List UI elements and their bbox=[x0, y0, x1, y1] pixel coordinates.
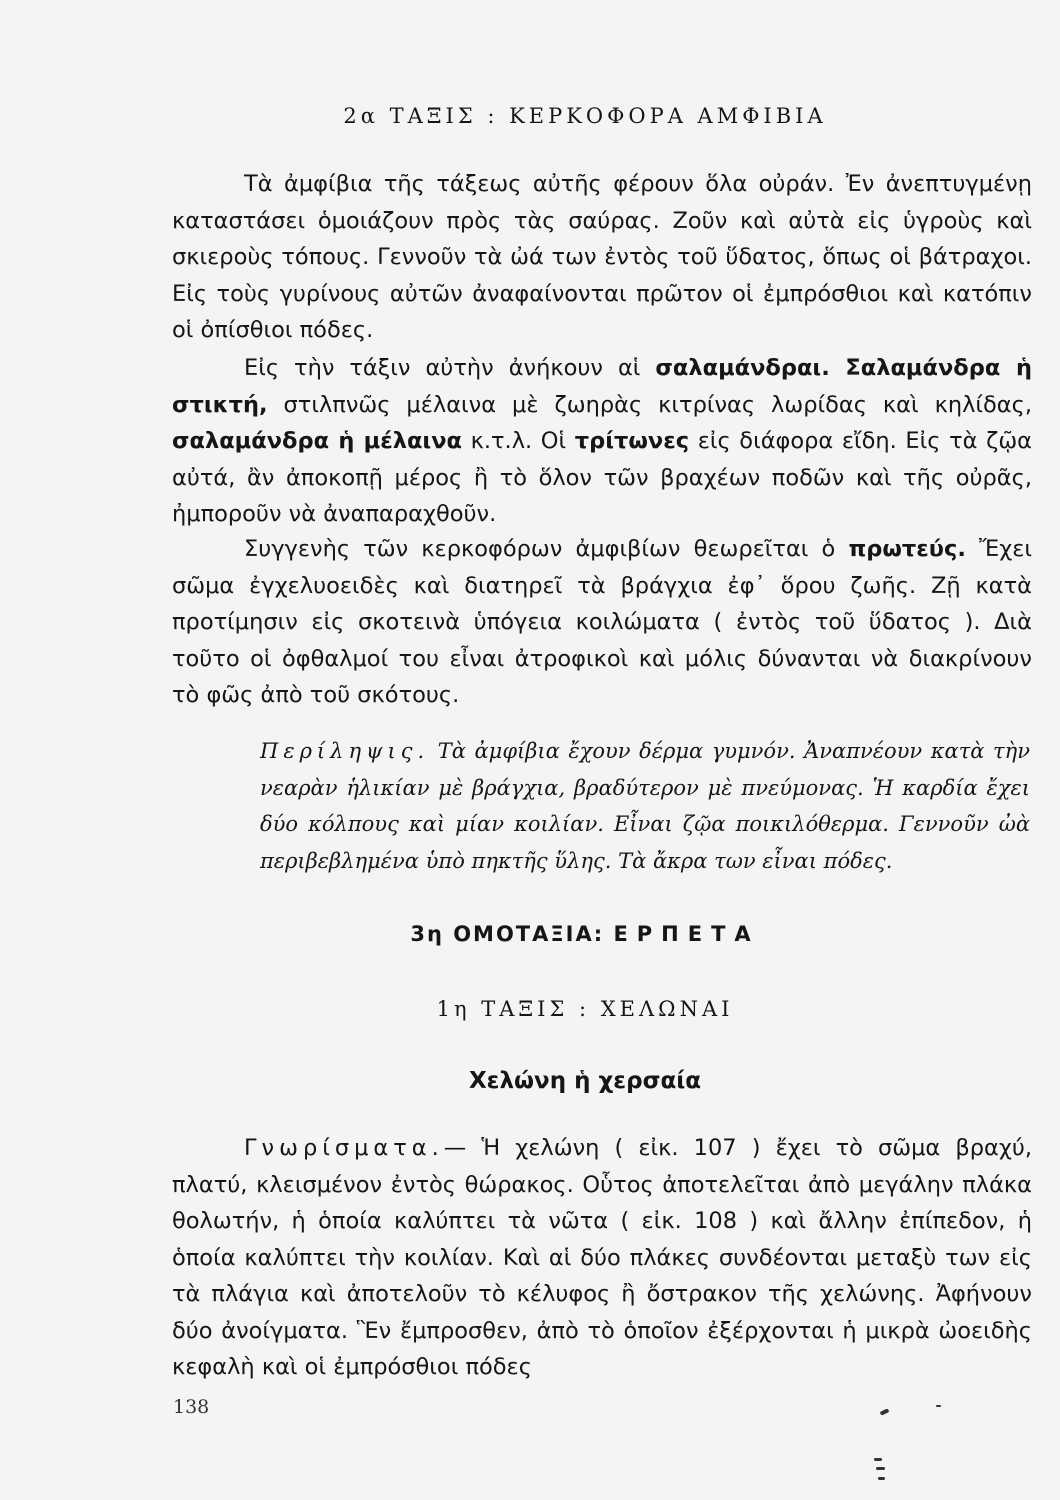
term-tritons: τρίτωνες bbox=[574, 428, 690, 454]
species-title: Χελώνη ἡ χερσαία bbox=[468, 1068, 702, 1094]
term-salamanders: σαλαμάνδραι. Σαλαμάνδρα ἡ στικτή, bbox=[172, 355, 1032, 418]
paragraph-text: Τὰ ἀμφίβια τῆς τάξεως αὐτῆς φέρουν ὅλα οὐράν. Ἐν ἀνεπτυγμένῃ καταστάσει ὁμοιάζουν πρὸς τὰς σαύρας. Ζοῦν καὶ αὐτὰ εἰς ὑγροὺς καὶ σκιεροὺς τόπους. Γεννοῦν τὰ ὠά των ἐντὸς τοῦ ὕδατος, ὅπως οἱ βάτραχοι. Εἰς τοὺς γυρίνους αὐτῶν ἀναφαίνονται πρῶτον οἱ ἐμπρόσθιοι καὶ κατόπιν οἱ ὀπίσθιοι πόδες. bbox=[172, 171, 1032, 343]
section-heading-tailed-amphibians: 2α ΤΑΞΙΣ : ΚΕΡΚΟΦΟΡΑ ΑΜΦΙΒΙΑ bbox=[343, 104, 827, 128]
paragraph-turtle-characteristics: Γνωρίσματα.— Ἡ χελώνη ( εἰκ. 107 ) ἔχει τὸ σῶμα βραχύ, πλατύ, κλεισμένον ἐντὸς θώρακος. Οὗτος ἀποτελεῖται ἀπὸ μεγάλην πλάκα θολωτήν, ἡ ὁποία καλύπτει τὰ νῶτα ( εἰκ. 108 ) καὶ ἄλλην ἐπίπεδον, ἡ ὁποία καλύπτει τὴν κοιλίαν. Καὶ αἱ δύο πλάκες συνδέονται μεταξὺ των εἰς τὰ πλάγια καὶ ἀποτελοῦν τὸ κέλυφος ἢ ὄστρακον τῆς χελώνης. Ἀφήνουν δύο ἀνοίγματα. Ἓν ἔμπροσθεν, ἀπὸ τὸ ὁποῖον ἐξέρχονται ἡ μικρὰ ὠοειδὴς κεφαλὴ καὶ οἱ ἐμπρόσθιοι πόδες bbox=[172, 1135, 1032, 1380]
scan-speck bbox=[874, 1458, 882, 1461]
characteristics-label: Γνωρίσματα. bbox=[244, 1135, 444, 1161]
page-number: 138 bbox=[173, 1396, 210, 1418]
summary-paragraph bbox=[260, 733, 1030, 879]
paragraph-tailed-amphibians-intro bbox=[172, 166, 1032, 349]
scan-speck bbox=[880, 1408, 890, 1415]
paragraph-proteus: Συγγενὴς τῶν κερκοφόρων ἀμφιβίων θεωρεῖται ὁ πρωτεύς. Ἔχει σῶμα ἐγχελυοειδὲς καὶ διατηρεῖ τὰ βράγχια ἐφ᾽ ὅρου ζωῆς. Ζῇ κατὰ προτίμησιν εἰς σκοτεινὰ ὑπόγεια κοιλώματα ( ἐντὸς τοῦ ὕδατος ). Διὰ τοῦτο οἱ ὀφθαλμοί του εἶναι ἀτροφικοὶ καὶ μόλις δύνανται νὰ διακρίνουν τὸ φῶς ἀπὸ τοῦ σκότους. bbox=[172, 536, 1032, 708]
summary-text: Τὰ ἀμφίβια ἔχουν δέρμα γυμνόν. Ἀναπνέουν κατὰ τὴν νεαρὰν ἡλικίαν μὲ βράγχια, βραδύτερον μὲ πνεύμονας. Ἡ καρδία ἔχει δύο κόλπους καὶ μίαν κοιλίαν. Εἶναι ζῷα ποικιλόθερμα. Γεννοῦν ὠὰ περιβεβλημένα ὑπὸ πηκτῆς ὕλης. Τὰ ἄκρα των εἶναι πόδες. bbox=[260, 739, 1030, 873]
scan-speck bbox=[878, 1477, 885, 1480]
summary-label: Περίληψις. bbox=[260, 739, 430, 763]
scan-speck bbox=[936, 1405, 941, 1407]
term-proteus: πρωτεύς. bbox=[848, 536, 966, 562]
class-heading-reptiles: 3η ΟΜΟΤΑΞΙΑ: ΕΡΠΕΤΑ bbox=[410, 922, 760, 946]
order-heading-turtles: 1η ΤΑΞΙΣ : ΧΕΛΩΝΑΙ bbox=[436, 997, 734, 1021]
scan-speck bbox=[876, 1467, 885, 1470]
term-black-salamander: σαλαμάνδρα ἡ μέλαινα bbox=[172, 428, 462, 454]
paragraph-salamanders: Εἰς τὴν τάξιν αὐτὴν ἀνήκουν αἱ σαλαμάνδραι. Σαλαμάνδρα ἡ στικτή, στιλπνῶς μέλαινα μὲ ζωηρὰς κιτρίνας λωρίδας καὶ κηλίδας, σαλαμάνδρα ἡ μέλαινα κ.τ.λ. Οἱ τρίτωνες εἰς διάφορα εἴδη. Εἰς τὰ ζῷα αὐτά, ἂν ἀποκοπῇ μέρος ἢ τὸ ὅλον τῶν βραχέων ποδῶν καὶ τῆς οὐρᾶς, ἠμποροῦν νὰ ἀναπαραχθοῦν. bbox=[172, 355, 1032, 527]
